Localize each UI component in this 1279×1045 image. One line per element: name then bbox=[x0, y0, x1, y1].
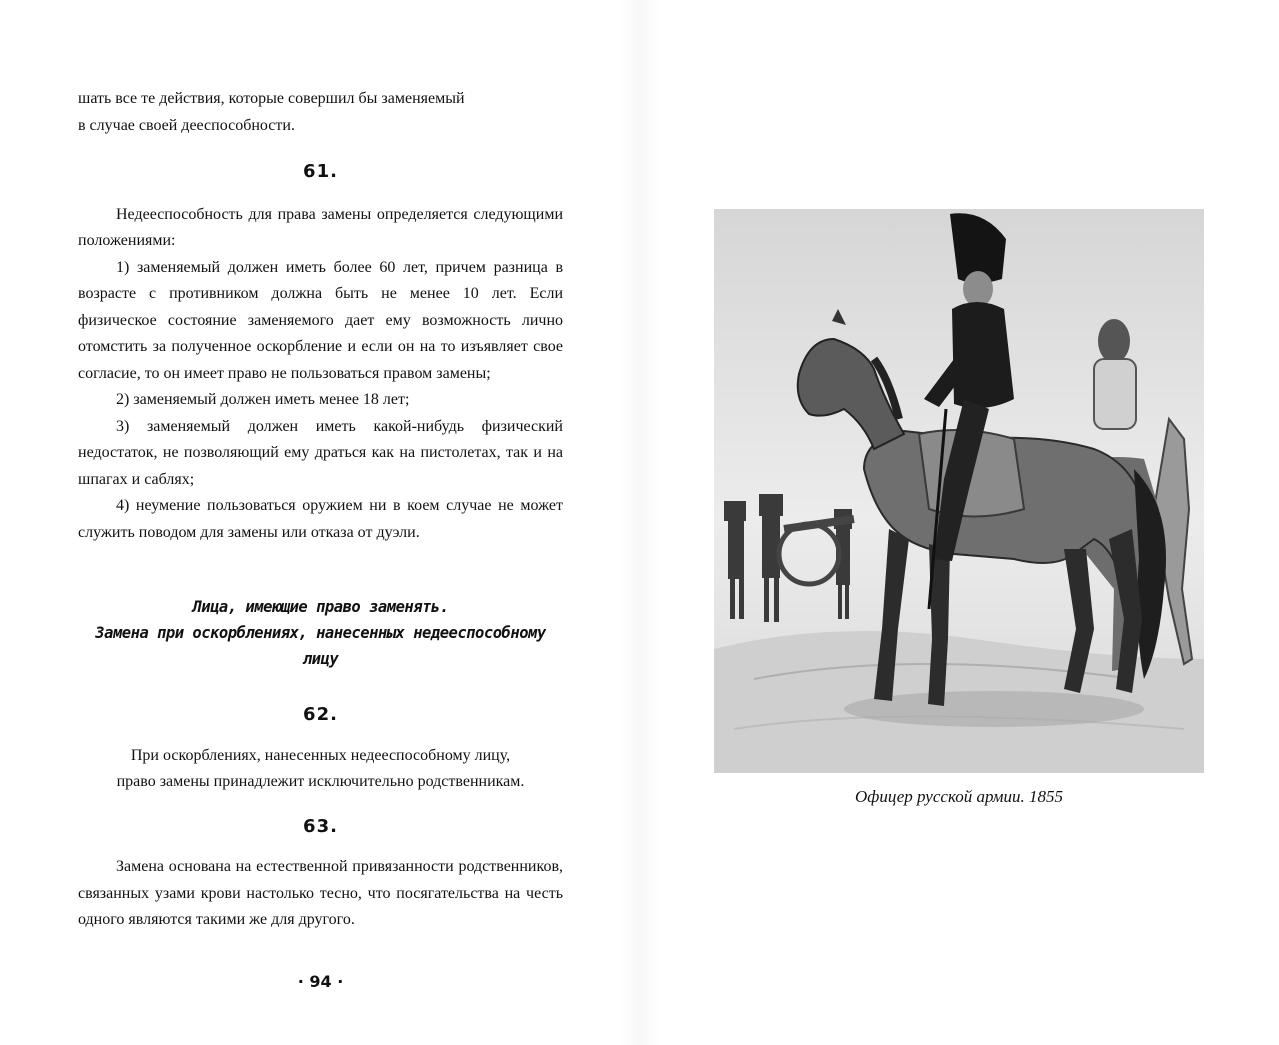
subheading-line-1: Лица, имеющие право заменять. bbox=[192, 598, 449, 616]
section-number-61: 61. bbox=[303, 161, 338, 182]
engraving-drawing bbox=[714, 209, 1204, 773]
subheading bbox=[78, 594, 563, 672]
section-61-intro: Недееспособность для права замены определяется следующими положениями: bbox=[78, 205, 563, 249]
section-61-item-2: 2) заменяемый должен иметь менее 18 лет; bbox=[116, 391, 410, 408]
subheading-line-2: Замена при оскорблениях, нанесенных недееспособному лицу bbox=[95, 624, 546, 668]
section-61-item-3: 3) заменяемый должен иметь какой-нибудь физический недостаток, не позволяющий ему драться как на пистолетах, так и на шпагах и саблях; bbox=[78, 417, 563, 488]
section-63-text: Замена основана на естественной привязанности родственников, связанных узами крови настолько тесно, что посягательства на честь одного являются такими же для другого. bbox=[78, 858, 563, 928]
section-number-63: 63. bbox=[303, 815, 338, 837]
intro-line-1: шать все те действия, которые совершил бы заменяемый bbox=[78, 90, 465, 107]
section-61-item-4: 4) неумение пользоваться оружием ни в коем случае не может служить поводом для замены или отказа от дуэли. bbox=[78, 497, 563, 541]
section-62-line-1: При оскорблениях, нанесенных недееспособному лицу, bbox=[130, 746, 511, 764]
intro-line-2: в случае своей дееспособности. bbox=[78, 116, 295, 134]
section-62-line-2: право замены принадлежит исключительно родственникам. bbox=[116, 773, 525, 790]
illustration-caption: Офицер русской армии. 1855 bbox=[854, 787, 1064, 806]
left-page bbox=[78, 86, 563, 934]
section-61-item-1: 1) заменяемый должен иметь более 60 лет, причем разница в возрасте с противником должна быть не менее 10 лет. Если физическое состояние заменяемого дает ему возможность лично отомстить за полученное оскорбление и если он на то изъявляет свое согласие, то он имеет право не пользоваться правом замены; bbox=[78, 258, 563, 382]
page-gutter bbox=[620, 0, 660, 1045]
section-number-62: 62. bbox=[303, 704, 338, 725]
illustration-officer-on-horseback bbox=[714, 209, 1204, 773]
page-number: · 94 · bbox=[297, 972, 344, 991]
